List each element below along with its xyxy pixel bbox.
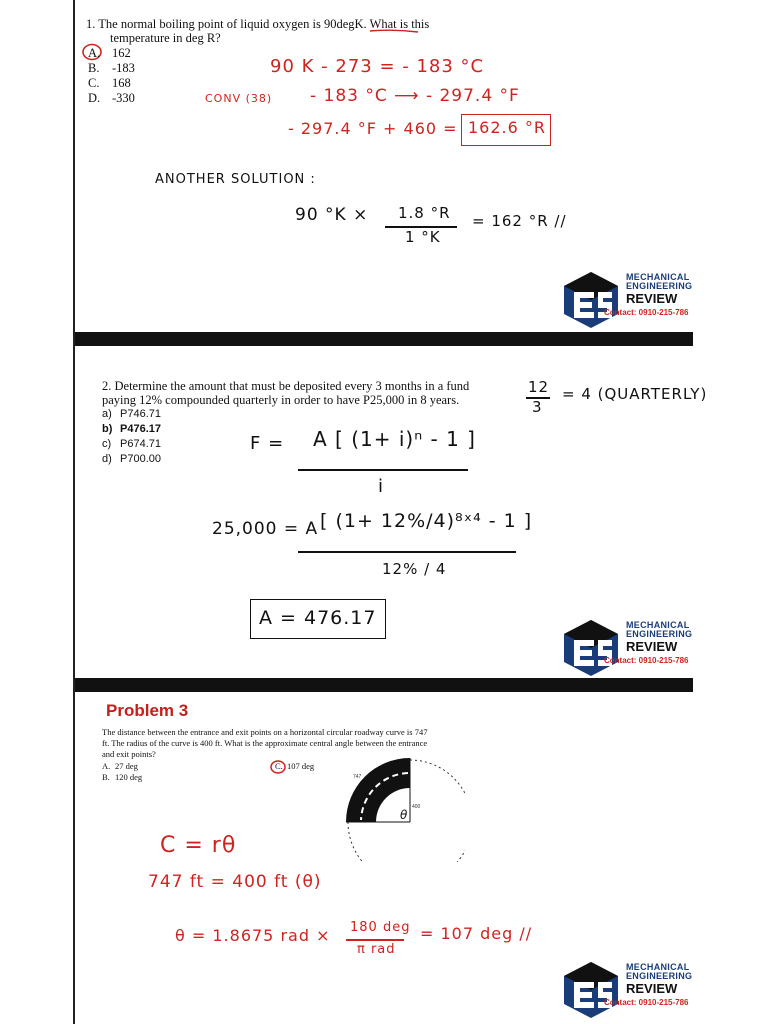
logo-line-2: ENGINEERING xyxy=(626,971,693,981)
problem-1-alt-left: 90 °K × xyxy=(295,205,369,225)
problem-3-choice-b: 120 deg xyxy=(115,772,143,782)
review-logo xyxy=(560,960,700,1020)
problem-1-choice-b-letter: B. xyxy=(88,61,100,75)
problem-3-conversion-numerator: 180 deg xyxy=(350,920,411,935)
problem-1-work-line-2: - 183 °C ⟶ - 297.4 °F xyxy=(310,86,520,106)
logo-cube-icon xyxy=(560,270,622,328)
formula-numerator: A [ (1+ i)ⁿ - 1 ] xyxy=(313,427,476,451)
problem-1-answer-box xyxy=(461,114,551,146)
problem-2-choice-b-letter: b) xyxy=(102,423,113,435)
logo-line-2: ENGINEERING xyxy=(626,629,693,639)
logo-line-3: REVIEW xyxy=(626,639,678,654)
fraction-bar xyxy=(346,939,404,941)
logo-line-3: REVIEW xyxy=(626,291,678,306)
formula-lhs: F = xyxy=(250,433,285,454)
problem-1-choice-d: -330 xyxy=(112,91,135,105)
logo-contact: Contact: 0910-215-786 xyxy=(604,656,689,665)
review-logo xyxy=(560,270,700,330)
problem-3-choice-b-letter: B. xyxy=(102,772,110,782)
problem-1-choice-b: -183 xyxy=(112,61,135,75)
problem-3-work-line-2: 747 ft = 400 ft (θ) xyxy=(148,872,322,892)
logo-line-1: MECHANICAL xyxy=(626,620,690,630)
problem-1-alt-numerator: 1.8 °R xyxy=(398,204,451,222)
fig-theta-label: θ xyxy=(400,808,408,822)
problem-2-question-line-2: paying 12% compounded quarterly in order to have P25,000 in 8 years. xyxy=(102,393,460,407)
problem-1-choice-a: 162 xyxy=(112,46,131,60)
section-divider-1 xyxy=(75,332,693,346)
another-solution-label: ANOTHER SOLUTION : xyxy=(155,172,316,187)
section-divider-2 xyxy=(75,678,693,692)
logo-contact: Contact: 0910-215-786 xyxy=(604,308,689,317)
problem-1-answer: 162.6 °R xyxy=(468,118,547,137)
problem-2-choice-c: P674.71 xyxy=(120,438,161,450)
problem-3-choice-a: 27 deg xyxy=(115,761,138,771)
formula-denominator: i xyxy=(378,476,385,497)
side-denominator: 3 xyxy=(532,398,543,416)
fraction-bar xyxy=(298,469,468,471)
logo-cube-icon xyxy=(560,618,622,676)
logo-cube-icon xyxy=(560,960,622,1018)
problem-1-question-line-2: temperature in deg R? xyxy=(110,31,221,45)
problem-1-work-line-1: 90 K - 273 = - 183 °C xyxy=(270,56,485,77)
problem-2-answer-box xyxy=(250,599,386,639)
problem-2-choice-a-letter: a) xyxy=(102,408,112,420)
problem-3-title: Problem 3 xyxy=(106,701,189,720)
problem-3-question-line-3: and exit points? xyxy=(102,749,156,759)
problem-3-result: = 107 deg // xyxy=(420,924,533,943)
logo-line-1: MECHANICAL xyxy=(626,962,690,972)
problem-2-choice-b: P476.17 xyxy=(120,423,161,435)
problem-2-choice-d: P700.00 xyxy=(120,453,161,465)
problem-1-alt-result: = 162 °R // xyxy=(472,212,567,230)
side-numerator: 12 xyxy=(528,378,550,396)
review-logo xyxy=(560,618,700,678)
problem-3-choice-c: 107 deg xyxy=(287,761,315,771)
substitution-denominator: 12% / 4 xyxy=(382,560,447,578)
problem-1-choice-c: 168 xyxy=(112,76,131,90)
problem-1-choice-d-letter: D. xyxy=(88,91,101,105)
problem-3-work-line-3: θ = 1.8675 rad × xyxy=(175,926,331,945)
problem-2-answer: A = 476.17 xyxy=(259,607,377,629)
problem-3-conversion-denominator: π rad xyxy=(357,942,396,957)
problem-3-choice-a-letter: A. xyxy=(102,761,111,771)
problem-3-work-line-1: C = rθ xyxy=(160,833,237,858)
problem-2-question-line-1: 2. Determine the amount that must be deposited every 3 months in a fund xyxy=(102,379,470,393)
fig-arc-label: 747 xyxy=(353,774,362,780)
side-result: = 4 (QUARTERLY) xyxy=(562,385,708,403)
underline-mark xyxy=(368,28,420,34)
fig-radius-label: 400 xyxy=(412,804,421,810)
problem-1-work-line-3: - 297.4 °F + 460 = xyxy=(288,119,458,138)
problem-2-choice-d-letter: d) xyxy=(102,453,112,465)
logo-line-2: ENGINEERING xyxy=(626,281,693,291)
problem-3-question-line-2: ft. The radius of the curve is 400 ft. What is the approximate central angle between the entrance xyxy=(102,738,428,748)
logo-contact: Contact: 0910-215-786 xyxy=(604,998,689,1007)
problem-1-choice-c-letter: C. xyxy=(88,76,100,90)
problem-2-choice-a: P746.71 xyxy=(120,408,161,420)
substitution-lhs: 25,000 = A xyxy=(212,519,319,539)
problem-1-question-line-1: 1. The normal boiling point of liquid oxygen is 90degK. What is this xyxy=(86,17,430,31)
page-left-border xyxy=(73,0,75,1024)
problem-2-choice-c-letter: c) xyxy=(102,438,112,450)
problem-3-choice-c-letter: C. xyxy=(275,761,283,771)
substitution-numerator: [ (1+ 12%/4)⁸ˣ⁴ - 1 ] xyxy=(320,510,533,532)
problem-3-question-line-1: The distance between the entrance and exit points on a horizontal circular roadway curve is 747 xyxy=(102,727,428,737)
logo-line-3: REVIEW xyxy=(626,981,678,996)
problem-1-choice-a-letter: A. xyxy=(88,46,101,60)
logo-line-1: MECHANICAL xyxy=(626,272,690,282)
problem-1-conversion-note: CONV (38) xyxy=(205,92,273,105)
fraction-bar xyxy=(298,551,516,553)
problem-1-alt-denominator: 1 °K xyxy=(405,228,441,246)
curve-diagram xyxy=(340,752,465,862)
